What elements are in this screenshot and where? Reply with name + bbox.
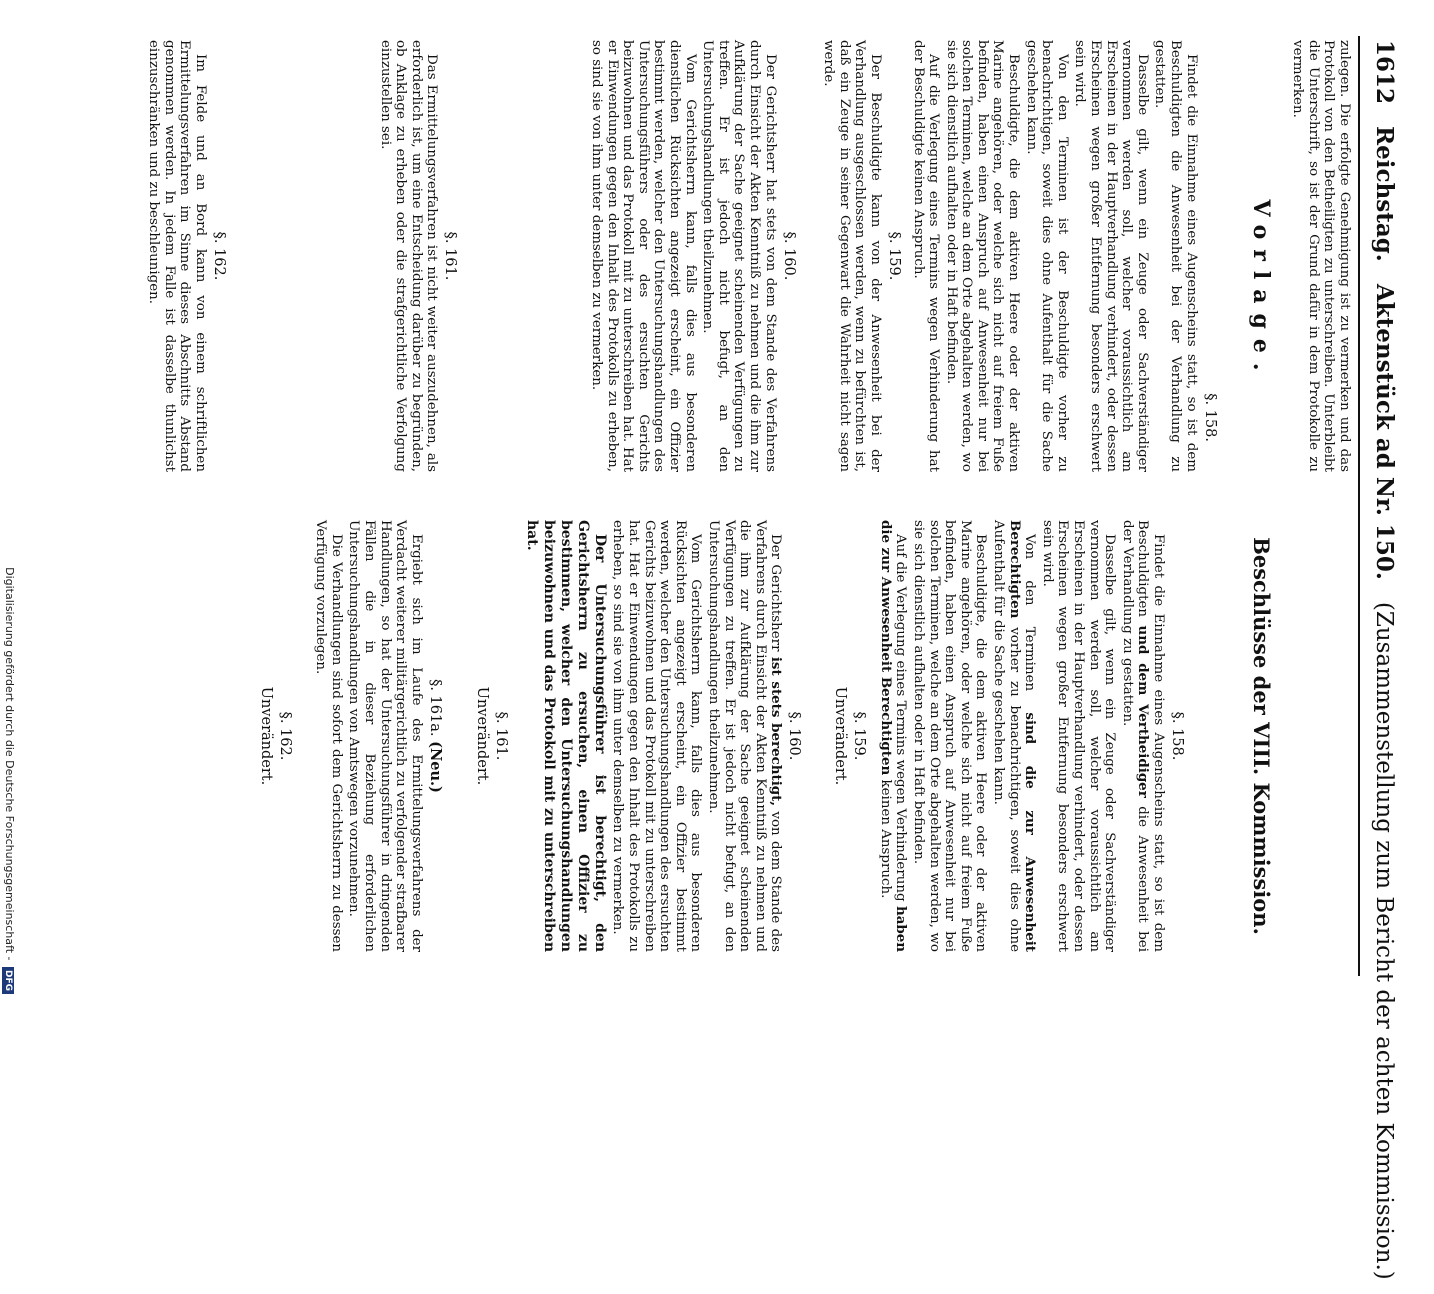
paragraph: Der Beschuldigte kann von der Anwesenheit bei der Verhandlung ausgeschlossen werden, wenn zu befürchten ist, daß ein Zeuge in seiner Gegenwart die Wahrheit nicht sagen werde.: [821, 40, 883, 472]
vorlage-s158: [910, 40, 1218, 472]
beschluesse-s161: [474, 520, 509, 952]
paragraph: [1119, 520, 1166, 952]
unchanged-label: Unverändert.: [832, 686, 849, 786]
text-run: Der Gerichtsherr: [768, 534, 784, 652]
paragraph: Dasselbe gilt, wenn ein Zeuge oder Sachverständiger vernommen werden soll, welcher voraussichtlich am Erscheinen in der Hauptverhandlung verhindert, oder dessen Erscheinen wegen großer Entfernung besonders erschwert sein wird.: [1039, 520, 1118, 952]
text-run: die Anwesenheit bei der Verhandlung zu gestatten.: [1119, 520, 1151, 953]
paragraph: [990, 520, 1037, 952]
beschluesse-s161a: [313, 520, 444, 952]
text-run: Auf die Verlegung eines Termins wegen Verhinderung: [893, 534, 909, 902]
text-run: Findet die Einnahme eines Augenscheins statt, so ist dem Beschuldigten: [1135, 520, 1166, 952]
paragraph: Von den Terminen ist der Beschuldigte vorher zu benachrichtigen, soweit dies ohne Aufenthalt für die Sache geschehen kann.: [1023, 40, 1070, 472]
header-aktenstueck: Aktenstück ad Nr. 150.: [1371, 283, 1398, 580]
unchanged-label: Unverändert.: [473, 686, 490, 786]
beschluesse-column: [54, 520, 1354, 952]
header-rule: [1358, 36, 1360, 976]
paragraph: Vom Gerichtsherrn kann, falls dies aus besonderen dienstlichen Rücksichten angezeigt erscheint, ein Offizier bestimmt werden, welcher den Untersuchungshandlungen des Untersuchungsführers oder des ersuchten Gerichts beizuwohnen und das Protokoll mit zu unterschreiben hat. Hat er Einwendungen gegen den Inhalt des Protokolls zu erheben, so sind sie von ihm unter demselben zu vermerken.: [589, 40, 698, 472]
beschluesse-s159: [832, 520, 867, 952]
vorlage-s160: [588, 40, 796, 472]
paragraph: Ergiebt sich im Laufe des Ermittelungsverfahrens der Verdacht weiterer militärgerichtlich zu verfolgender strafbarer Handlungen, so hat der Untersuchungsführer in dringenden Fällen die in dieser Beziehung erforderlichen Untersuchungshandlungen von Amtswegen vorzunehmen.: [346, 520, 424, 952]
section-heading: §. 158.: [1169, 711, 1185, 761]
vorlage-intro: zulegen. Die erfolgte Genehmigung ist zu vermerken und das Protokoll von den Betheiligten zu unterschreiben. Unterbleibt die Unterschrift, so ist der Grund dafür in dem Protokolle zu vermerken.: [1290, 40, 1352, 472]
vorlage-s161: [377, 40, 458, 472]
paragraph: Im Felde und an Bord kann von einem schriftlichen Ermittelungsverfahren im Sinne dieses Abschnitts Abstand genommen werden. In jedem Falle ist dasselbe thunlichst einzuschränken und zu beschleunigen.: [146, 40, 209, 472]
section-number: §. 161a.: [426, 679, 443, 737]
section-heading: §. 159.: [851, 711, 868, 761]
paragraph: Beschuldigte, die dem aktiven Heere oder der aktiven Marine angehören, oder welche sich nicht auf freiem Fuße befinden, haben einen Anspruch auf Anwesenheit nur bei solchen Terminen, welche an dem Orte abgehalten werden, wo sie sich dienstlich aufhalten oder in Haft befinden.: [911, 520, 989, 952]
vorlage-s159: [821, 40, 902, 472]
header-subtitle: (Zusammenstellung zum Bericht der achten Kommission.): [1371, 601, 1397, 1280]
unchanged-label: Unverändert.: [257, 686, 274, 786]
vorlage-title: Vorlage.: [1248, 199, 1274, 381]
section-heading: §. 162.: [211, 231, 228, 281]
paragraph: Der Gerichtsherr hat stets von dem Stande des Verfahrens durch Einsicht der Akten Kenntniß zu nehmen und die ihm zur Aufklärung der Sache geeignet scheinenden Verfügungen zu treffen. Er ist jedoch nicht befugt, an den Untersuchungshandlungen theilzunehmen.: [700, 40, 778, 472]
paragraph: Auf die Verlegung eines Termins wegen Verhinderung hat der Beschuldigte keinen Anspruch.: [910, 40, 942, 472]
section-heading: §. 160.: [786, 711, 803, 761]
text-run: von dem Stande des Verfahrens durch Einsicht der Akten Kenntniß zu nehmen und die ihm zur Aufklärung der Sache geeignet scheinenden Verfügungen zu treffen. Er ist jedoch nicht befugt, an den Untersuchungshandlungen theilzunehmen.: [705, 520, 784, 952]
credit-text: Digitalisierung gefördert durch die Deutsche Forschungsgemeinschaft -: [3, 567, 16, 961]
section-heading: §. 161.: [492, 711, 509, 761]
page-number: 1612: [1371, 40, 1398, 105]
paragraph: Beschuldigte, die dem aktiven Heere oder der aktiven Marine angehören, oder welche sich nicht auf freiem Fuße befinden, haben einen Anspruch auf Anwesenheit nur bei solchen Terminen, welche an dem Orte abgehalten werden, wo sie sich dienstlich aufhalten oder in Haft befinden.: [943, 40, 1022, 472]
digitization-credit: [2, 567, 16, 994]
header-source: Reichstag.: [1371, 126, 1398, 262]
beschluesse-s160: [523, 520, 803, 952]
beschluesse-s158: [877, 520, 1185, 952]
dfg-logo-icon: DFG: [2, 967, 14, 994]
beschluesse-s162: [258, 520, 293, 952]
amended-text: haben die zur Anwesenheit Berechtigten: [877, 520, 910, 952]
paragraph: [705, 520, 783, 952]
beschluesse-title: Beschlüsse der VIII. Kommission.: [1249, 537, 1274, 935]
vorlage-s162: [146, 40, 227, 472]
new-marker: (Neu.): [426, 741, 444, 793]
vorlage-column: [54, 40, 1354, 472]
text-run: vorher zu benachrichtigen, soweit dies ohne Aufenthalt für die Sache geschehen kann.: [991, 520, 1022, 952]
paragraph: Die Verhandlungen sind sofort dem Gerichtsherrn zu dessen Verfügung vorzulegen.: [313, 520, 344, 952]
paragraph: Findet die Einnahme eines Augenscheins statt, so ist dem Beschuldigten die Anwesenheit bei der Verhandlung zu gestatten.: [1152, 40, 1199, 472]
section-heading: §. 159.: [885, 231, 902, 281]
paragraph: Der Untersuchungsführer ist berechtigt, den Gerichtsherrn zu ersuchen, einen Offizier zu bestimmen, welcher den Untersuchungshandlungen beizuwohnen und das Protokoll mit zu unterschreiben hat.: [523, 520, 608, 952]
amended-text: sind die zur Anwesenheit Berechtigten: [1006, 520, 1039, 952]
section-heading: §. 160.: [780, 231, 797, 281]
text-run: keinen Anspruch.: [877, 779, 893, 899]
amended-text: ist stets berechtigt,: [768, 656, 785, 807]
section-heading: §. 158.: [1201, 393, 1218, 442]
section-heading: §. 161.: [442, 231, 459, 281]
text-run: Von den Terminen: [1022, 534, 1038, 692]
amended-text: und dem Vertheidiger: [1135, 625, 1152, 798]
page-header: [1364, 40, 1398, 1280]
section-heading: [427, 520, 444, 952]
section-heading: §. 162.: [276, 711, 293, 761]
paragraph: Vom Gerichtsherrn kann, falls dies aus besonderen Rücksichten angezeigt erscheint, ein Offizier bestimmt werden, welcher den Untersuchungshandlungen des ersuchten Gerichts beizuwohnen und das Protokoll mit zu unterschreiben hat. Hat er Einwendungen gegen den Inhalt des Protokolls zu erheben, so sind sie von ihm unter demselben zu vermerken.: [610, 520, 704, 952]
paragraph: Dasselbe gilt, wenn ein Zeuge oder Sachverständiger vernommen werden soll, welcher voraussichtlich am Erscheinen in der Hauptverhandlung verhindert, oder dessen Erscheinen wegen großer Entfernung besonders erschwert sein wird.: [1072, 40, 1150, 472]
paragraph: [877, 520, 908, 952]
paragraph: Das Ermittelungsverfahren ist nicht weiter auszudehnen, als erforderlich ist, um eine Entscheidung darüber zu begründen, ob Anklage zu erheben oder die strafgerichtliche Verfolgung einzustellen sei.: [377, 40, 440, 472]
